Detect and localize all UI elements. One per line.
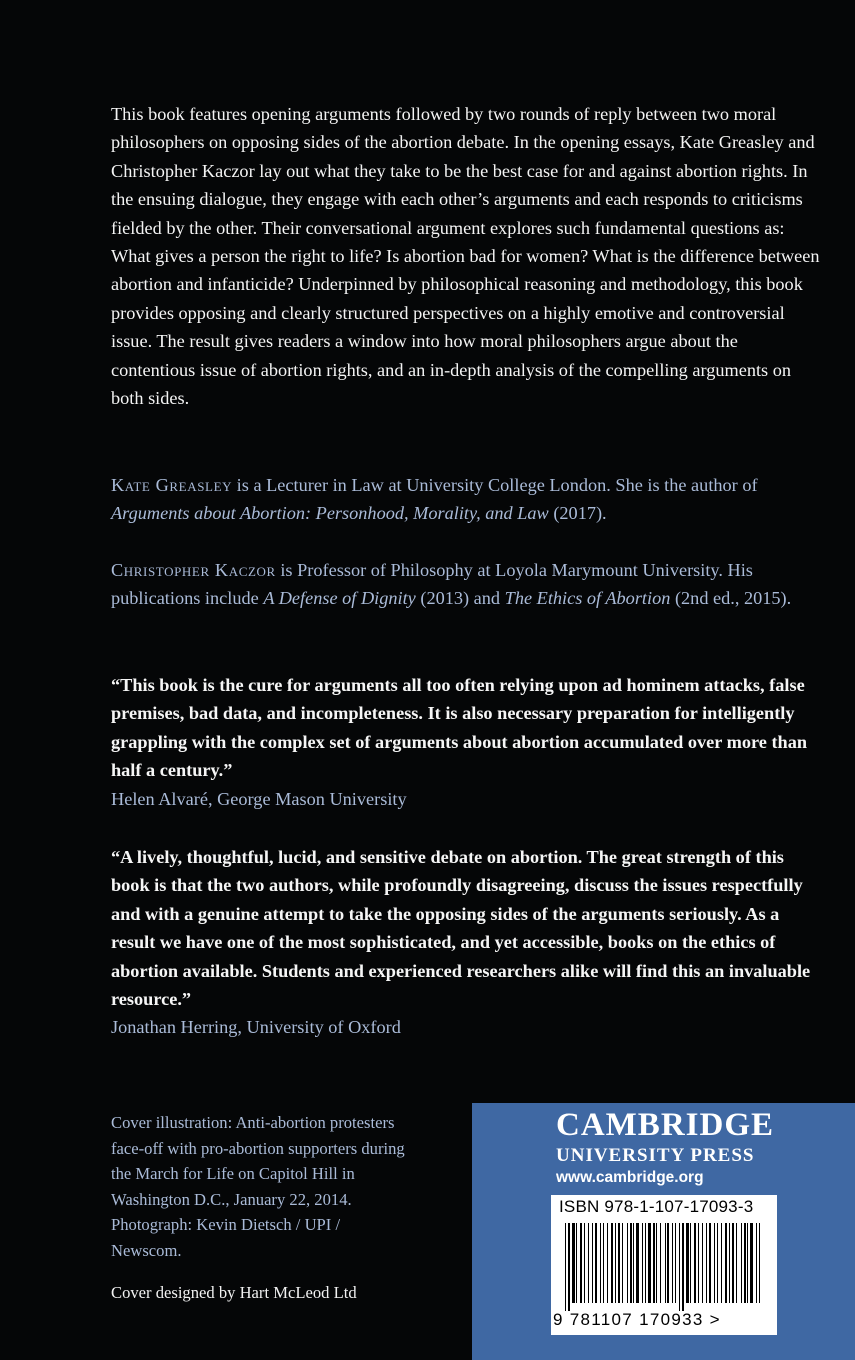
book-description: This book features opening arguments followed by two rounds of reply between two moral philosophers on opposing sides of the abortion debate. In the opening essays, Kate Greasley and Christopher Kaczor lay out what they take to be the best case for and against abortion rights. In the ensuing dialogue, they engage with each other’s arguments and each responds to criticisms fielded by the other. Their conversational argument explores such fundamental questions as: What gives a person the right to life? Is abortion bad for women? What is the difference between abortion and infanticide? Underpinned by philosophical reasoning and methodology, this book provides opposing and clearly structured perspectives on a highly emotive and controversial issue. The result gives readers a window into how moral philosophers argue about the contentious issue of abortion rights, and an in-depth analysis of the compelling arguments on both sides. [111,104,820,409]
author-name: Kate Greasley [111,475,233,495]
publisher-logo-text: CAMBRIDGE [556,1107,775,1143]
bio-text: (2017). [548,503,607,524]
publisher-url: www.cambridge.org [556,1169,704,1186]
barcode-digits: 9 781107 170933 > [553,1310,721,1329]
endorsement-herring [111,843,825,1042]
bio-text: is Professor of Philosophy at Loyola Marymount University. His publications include [111,560,753,609]
book-title: Arguments about Abortion: Personhood, Morality, and Law [111,503,549,524]
isbn-text: ISBN 978-1-107-17093-3 [559,1197,754,1216]
author-name: Christopher Kaczor [111,560,276,580]
barcode-label [551,1195,777,1335]
endorsement-quote: “This book is the cure for arguments all too often relying upon ad hominem attacks, false premises, bad data, and incompleteness. It is also necessary preparation for intelligently grappling with the complex set of arguments about abortion accumulated over more than half a century.” [111,675,808,781]
publisher-subtitle: UNIVERSITY PRESS [556,1145,755,1166]
cover-design-credit: Cover designed by Hart McLeod Ltd [111,1283,357,1302]
endorsement-attribution: Jonathan Herring, University of Oxford [111,1017,401,1038]
barcode-icon [565,1223,763,1311]
endorsement-alvare [111,671,825,813]
book-title: The Ethics of Abortion [504,588,671,609]
bio-text: (2nd ed., 2015). [670,588,792,609]
author-bio-kaczor [111,556,825,613]
endorsement-attribution: Helen Alvaré, George Mason University [111,788,407,809]
book-title: A Defense of Dignity [263,588,416,609]
endorsement-quote: “A lively, thoughtful, lucid, and sensitive debate on abortion. The great strength of this book is that the two authors, while profoundly disagreeing, discuss the issues respectfully and with a genuine attempt to take the opposing sides of the arguments seriously. As a result we have one of the most sophisticated, and yet accessible, books on the ethics of abortion available. Students and experienced researchers alike will find this an invaluable resource.” [111,847,811,1010]
author-bio-greasley [111,471,825,528]
bio-text: is a Lecturer in Law at University College London. She is the author of [232,475,758,495]
bio-text: (2013) and [415,588,505,609]
cover-illustration-credit: Cover illustration: Anti-abortion protesters face-off with pro-abortion supporters during the March for Life on Capitol Hill in Washington D.C., January 22, 2014. Photograph: Kevin Dietsch / UPI / Newscom. [111,1113,405,1260]
publisher-panel [472,1103,855,1360]
